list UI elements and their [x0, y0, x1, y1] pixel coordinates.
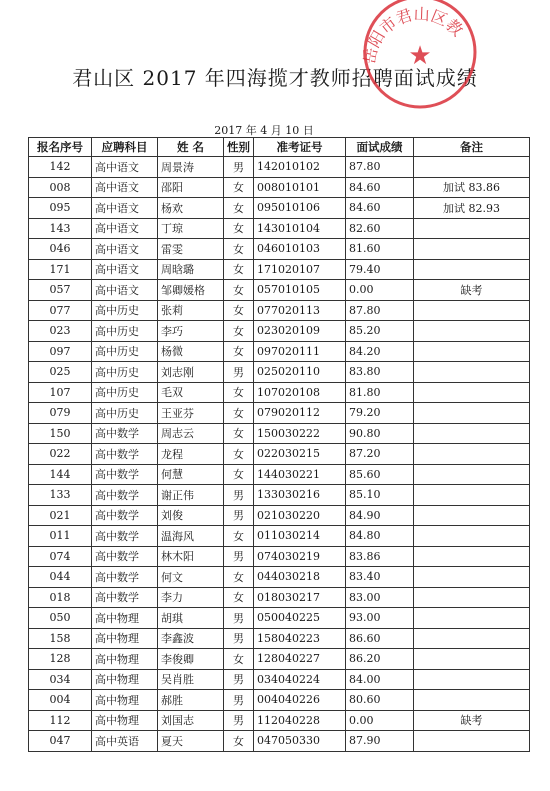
table-row	[29, 567, 530, 588]
table-row	[29, 403, 530, 424]
cell-seq: 077	[29, 300, 92, 321]
cell-note: 缺考	[414, 280, 530, 301]
cell-gender: 女	[224, 177, 254, 198]
cell-exam-no: 079020112	[254, 403, 346, 424]
cell-seq: 144	[29, 464, 92, 485]
cell-exam-no: 034040224	[254, 669, 346, 690]
table-header-row	[29, 138, 530, 157]
cell-note: 加试 83.86	[414, 177, 530, 198]
cell-subject: 高中历史	[92, 300, 158, 321]
table-row	[29, 587, 530, 608]
cell-note	[414, 341, 530, 362]
cell-exam-no: 025020110	[254, 362, 346, 383]
cell-note	[414, 546, 530, 567]
cell-score: 87.20	[346, 444, 414, 465]
cell-subject: 高中语文	[92, 177, 158, 198]
cell-note	[414, 731, 530, 752]
cell-seq: 034	[29, 669, 92, 690]
cell-seq: 171	[29, 259, 92, 280]
cell-gender: 女	[224, 567, 254, 588]
document-title: 君山区 2017 年四海揽才教师招聘面试成绩	[72, 66, 478, 90]
cell-exam-no: 107020108	[254, 382, 346, 403]
cell-subject: 高中数学	[92, 567, 158, 588]
cell-gender: 女	[224, 280, 254, 301]
cell-seq: 004	[29, 690, 92, 711]
cell-exam-no: 011030214	[254, 526, 346, 547]
cell-name: 周晗璐	[158, 259, 224, 280]
cell-exam-no: 112040228	[254, 710, 346, 731]
cell-gender: 男	[224, 690, 254, 711]
cell-seq: 128	[29, 649, 92, 670]
table-row	[29, 300, 530, 321]
table-row	[29, 628, 530, 649]
cell-seq: 158	[29, 628, 92, 649]
header-seq: 报名序号	[29, 138, 92, 157]
official-seal-stamp	[355, 0, 485, 130]
cell-score: 85.10	[346, 485, 414, 506]
cell-score: 80.60	[346, 690, 414, 711]
cell-note	[414, 259, 530, 280]
cell-gender: 男	[224, 505, 254, 526]
cell-note	[414, 300, 530, 321]
table-row	[29, 157, 530, 178]
table-row	[29, 608, 530, 629]
seal-star-icon: ★	[408, 41, 432, 71]
cell-name: 周景涛	[158, 157, 224, 178]
cell-gender: 男	[224, 710, 254, 731]
cell-name: 谢正伟	[158, 485, 224, 506]
cell-seq: 046	[29, 239, 92, 260]
cell-note	[414, 157, 530, 178]
header-exam-no: 准考证号	[254, 138, 346, 157]
cell-exam-no: 046010103	[254, 239, 346, 260]
cell-gender: 女	[224, 444, 254, 465]
cell-note	[414, 464, 530, 485]
cell-gender: 女	[224, 423, 254, 444]
table-row	[29, 444, 530, 465]
cell-name: 郝胜	[158, 690, 224, 711]
cell-gender: 女	[224, 403, 254, 424]
cell-seq: 047	[29, 731, 92, 752]
cell-subject: 高中历史	[92, 321, 158, 342]
cell-gender: 女	[224, 341, 254, 362]
cell-seq: 022	[29, 444, 92, 465]
cell-name: 龙程	[158, 444, 224, 465]
cell-gender: 女	[224, 649, 254, 670]
cell-score: 84.80	[346, 526, 414, 547]
cell-seq: 095	[29, 198, 92, 219]
cell-score: 84.60	[346, 177, 414, 198]
cell-name: 丁琼	[158, 218, 224, 239]
cell-subject: 高中英语	[92, 731, 158, 752]
table-row	[29, 669, 530, 690]
cell-subject: 高中数学	[92, 546, 158, 567]
cell-note	[414, 505, 530, 526]
cell-score: 82.60	[346, 218, 414, 239]
cell-subject: 高中语文	[92, 157, 158, 178]
cell-gender: 女	[224, 259, 254, 280]
cell-seq: 025	[29, 362, 92, 383]
table-row	[29, 710, 530, 731]
cell-exam-no: 047050330	[254, 731, 346, 752]
cell-name: 杨欢	[158, 198, 224, 219]
cell-seq: 050	[29, 608, 92, 629]
cell-note	[414, 321, 530, 342]
cell-gender: 女	[224, 239, 254, 260]
cell-seq: 023	[29, 321, 92, 342]
table-row	[29, 321, 530, 342]
cell-seq: 018	[29, 587, 92, 608]
cell-note	[414, 690, 530, 711]
cell-name: 刘俊	[158, 505, 224, 526]
cell-note	[414, 485, 530, 506]
header-gender: 性别	[224, 138, 254, 157]
cell-exam-no: 074030219	[254, 546, 346, 567]
cell-name: 吴肖胜	[158, 669, 224, 690]
cell-seq: 057	[29, 280, 92, 301]
cell-name: 邹卿媛格	[158, 280, 224, 301]
cell-name: 温海风	[158, 526, 224, 547]
document-date: 2017 年 4 月 10 日	[214, 124, 314, 137]
cell-score: 90.80	[346, 423, 414, 444]
cell-note: 加试 82.93	[414, 198, 530, 219]
cell-exam-no: 143010104	[254, 218, 346, 239]
cell-subject: 高中物理	[92, 710, 158, 731]
cell-seq: 150	[29, 423, 92, 444]
cell-subject: 高中历史	[92, 382, 158, 403]
header-subject: 应聘科目	[92, 138, 158, 157]
cell-subject: 高中物理	[92, 608, 158, 629]
cell-name: 张莉	[158, 300, 224, 321]
cell-name: 杨微	[158, 341, 224, 362]
cell-note	[414, 444, 530, 465]
cell-note	[414, 423, 530, 444]
cell-exam-no: 077020113	[254, 300, 346, 321]
cell-subject: 高中物理	[92, 628, 158, 649]
table-row	[29, 690, 530, 711]
table-row	[29, 259, 530, 280]
cell-name: 林木阳	[158, 546, 224, 567]
cell-exam-no: 023020109	[254, 321, 346, 342]
cell-subject: 高中物理	[92, 649, 158, 670]
cell-seq: 143	[29, 218, 92, 239]
cell-subject: 高中数学	[92, 464, 158, 485]
cell-exam-no: 097020111	[254, 341, 346, 362]
cell-subject: 高中数学	[92, 505, 158, 526]
table-row	[29, 423, 530, 444]
cell-subject: 高中数学	[92, 423, 158, 444]
cell-score: 79.40	[346, 259, 414, 280]
cell-subject: 高中数学	[92, 587, 158, 608]
table-row	[29, 280, 530, 301]
cell-gender: 女	[224, 464, 254, 485]
table-row	[29, 239, 530, 260]
table-row	[29, 218, 530, 239]
cell-score: 84.00	[346, 669, 414, 690]
cell-name: 周志云	[158, 423, 224, 444]
cell-name: 雷雯	[158, 239, 224, 260]
cell-score: 83.40	[346, 567, 414, 588]
cell-exam-no: 095010106	[254, 198, 346, 219]
cell-score: 84.60	[346, 198, 414, 219]
cell-name: 刘国志	[158, 710, 224, 731]
cell-score: 79.20	[346, 403, 414, 424]
cell-seq: 074	[29, 546, 92, 567]
cell-gender: 男	[224, 362, 254, 383]
cell-note	[414, 382, 530, 403]
table-row	[29, 485, 530, 506]
cell-exam-no: 057010105	[254, 280, 346, 301]
cell-seq: 107	[29, 382, 92, 403]
cell-exam-no: 133030216	[254, 485, 346, 506]
cell-name: 李俊卿	[158, 649, 224, 670]
cell-subject: 高中数学	[92, 485, 158, 506]
table-row	[29, 177, 530, 198]
table-body	[29, 157, 530, 752]
cell-note	[414, 403, 530, 424]
cell-subject: 高中物理	[92, 669, 158, 690]
table-row	[29, 198, 530, 219]
cell-gender: 男	[224, 628, 254, 649]
cell-score: 81.60	[346, 239, 414, 260]
cell-score: 85.60	[346, 464, 414, 485]
cell-exam-no: 004040226	[254, 690, 346, 711]
cell-subject: 高中历史	[92, 362, 158, 383]
table-row	[29, 546, 530, 567]
cell-exam-no: 021030220	[254, 505, 346, 526]
cell-seq: 008	[29, 177, 92, 198]
cell-note: 缺考	[414, 710, 530, 731]
cell-exam-no: 050040225	[254, 608, 346, 629]
cell-seq: 011	[29, 526, 92, 547]
cell-name: 邵阳	[158, 177, 224, 198]
cell-subject: 高中语文	[92, 239, 158, 260]
header-note: 备注	[414, 138, 530, 157]
cell-gender: 女	[224, 526, 254, 547]
cell-gender: 女	[224, 382, 254, 403]
table-row	[29, 649, 530, 670]
cell-exam-no: 142010102	[254, 157, 346, 178]
cell-score: 86.20	[346, 649, 414, 670]
cell-seq: 142	[29, 157, 92, 178]
cell-name: 何文	[158, 567, 224, 588]
cell-score: 0.00	[346, 280, 414, 301]
cell-subject: 高中语文	[92, 259, 158, 280]
cell-gender: 女	[224, 587, 254, 608]
cell-name: 毛双	[158, 382, 224, 403]
table-row	[29, 731, 530, 752]
cell-gender: 男	[224, 485, 254, 506]
cell-exam-no: 150030222	[254, 423, 346, 444]
cell-note	[414, 669, 530, 690]
cell-exam-no: 018030217	[254, 587, 346, 608]
cell-subject: 高中语文	[92, 218, 158, 239]
cell-note	[414, 567, 530, 588]
cell-subject: 高中历史	[92, 341, 158, 362]
cell-subject: 高中语文	[92, 198, 158, 219]
cell-gender: 女	[224, 321, 254, 342]
cell-name: 刘志刚	[158, 362, 224, 383]
cell-note	[414, 608, 530, 629]
cell-score: 83.86	[346, 546, 414, 567]
cell-gender: 女	[224, 218, 254, 239]
cell-note	[414, 218, 530, 239]
cell-exam-no: 171020107	[254, 259, 346, 280]
cell-gender: 男	[224, 546, 254, 567]
cell-note	[414, 362, 530, 383]
cell-score: 84.90	[346, 505, 414, 526]
header-name: 姓 名	[158, 138, 224, 157]
cell-score: 83.00	[346, 587, 414, 608]
cell-seq: 097	[29, 341, 92, 362]
cell-name: 王亚芬	[158, 403, 224, 424]
cell-score: 87.80	[346, 157, 414, 178]
cell-score: 87.90	[346, 731, 414, 752]
table-row	[29, 382, 530, 403]
cell-name: 李巧	[158, 321, 224, 342]
cell-gender: 女	[224, 198, 254, 219]
cell-score: 83.80	[346, 362, 414, 383]
table-row	[29, 505, 530, 526]
cell-name: 胡琪	[158, 608, 224, 629]
cell-exam-no: 044030218	[254, 567, 346, 588]
cell-subject: 高中数学	[92, 526, 158, 547]
cell-score: 84.20	[346, 341, 414, 362]
cell-note	[414, 239, 530, 260]
cell-seq: 133	[29, 485, 92, 506]
cell-name: 李力	[158, 587, 224, 608]
cell-exam-no: 158040223	[254, 628, 346, 649]
cell-name: 何慧	[158, 464, 224, 485]
cell-name: 夏天	[158, 731, 224, 752]
cell-note	[414, 628, 530, 649]
cell-note	[414, 649, 530, 670]
cell-name: 李鑫波	[158, 628, 224, 649]
cell-score: 85.20	[346, 321, 414, 342]
cell-exam-no: 144030221	[254, 464, 346, 485]
cell-seq: 044	[29, 567, 92, 588]
cell-score: 93.00	[346, 608, 414, 629]
seal-text: 岳阳市君山区教	[359, 4, 467, 66]
cell-seq: 112	[29, 710, 92, 731]
table-row	[29, 464, 530, 485]
cell-exam-no: 128040227	[254, 649, 346, 670]
cell-score: 81.80	[346, 382, 414, 403]
cell-subject: 高中语文	[92, 280, 158, 301]
cell-exam-no: 022030215	[254, 444, 346, 465]
cell-score: 86.60	[346, 628, 414, 649]
header-score: 面试成绩	[346, 138, 414, 157]
cell-subject: 高中数学	[92, 444, 158, 465]
cell-seq: 021	[29, 505, 92, 526]
cell-subject: 高中物理	[92, 690, 158, 711]
table-row	[29, 341, 530, 362]
cell-gender: 女	[224, 731, 254, 752]
table-row	[29, 362, 530, 383]
cell-gender: 男	[224, 669, 254, 690]
cell-exam-no: 008010101	[254, 177, 346, 198]
cell-gender: 男	[224, 157, 254, 178]
cell-seq: 079	[29, 403, 92, 424]
cell-score: 87.80	[346, 300, 414, 321]
cell-gender: 女	[224, 300, 254, 321]
cell-gender: 男	[224, 608, 254, 629]
cell-subject: 高中历史	[92, 403, 158, 424]
table-row	[29, 526, 530, 547]
cell-note	[414, 587, 530, 608]
cell-note	[414, 526, 530, 547]
cell-score: 0.00	[346, 710, 414, 731]
results-table	[28, 137, 530, 752]
